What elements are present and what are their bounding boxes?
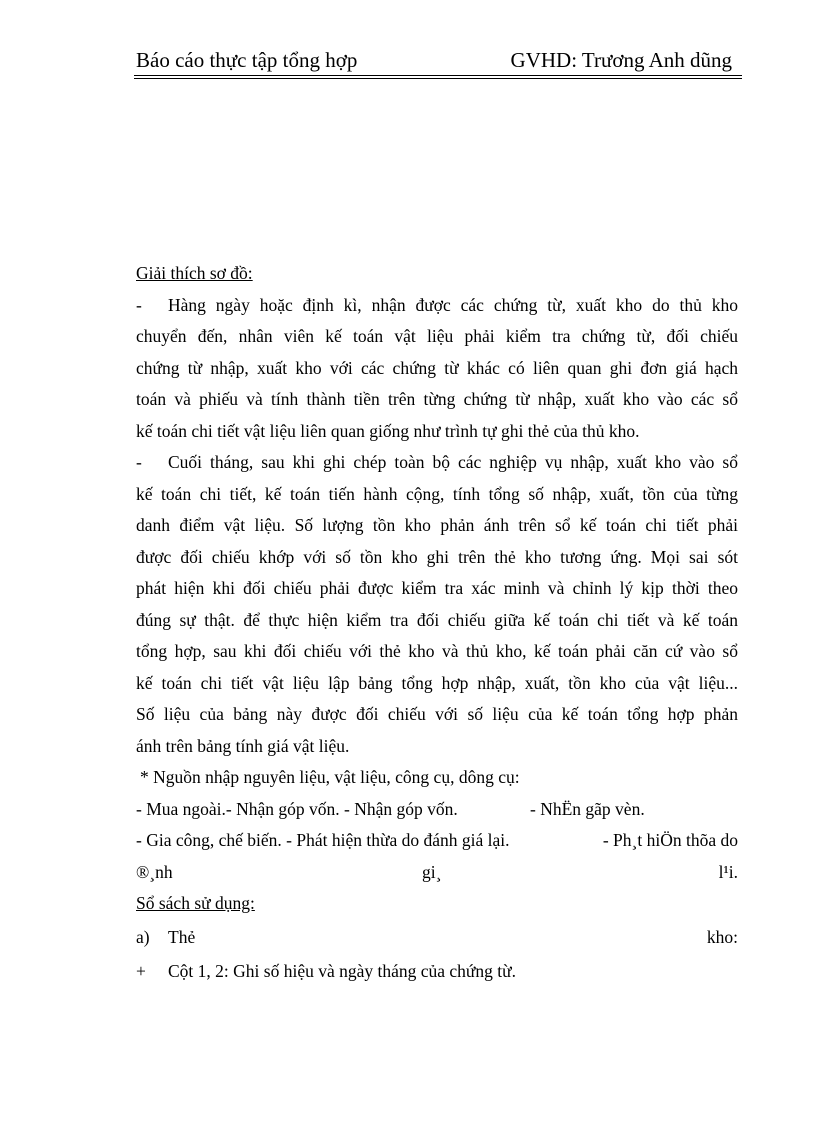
sources-row [136,825,738,857]
list-item [136,920,738,954]
sources-row2-left: - Gia công, chế biến. - Phát hiện thừa do đánh giá lại. [136,830,510,850]
sources-row3-b: gi¸ [422,861,442,882]
explanation-heading: Giải thích sơ đồ: [136,263,253,283]
paragraph-line [136,699,738,731]
paragraph-line [136,573,738,605]
header-advisor: GVHD: Trương Anh dũng [510,48,732,72]
section-heading [136,258,738,290]
paragraph-text: Cuối tháng, sau khi ghi chép toàn bộ các nghiệp vụ nhập, xuất kho vào sổ [168,452,738,472]
list-item [136,954,738,988]
paragraph-text: ánh trên bảng tính giá vật liệu. [136,735,350,756]
paragraph-text: chuyển đến, nhân viên kế toán vật liệu phải kiểm tra chứng từ, đối chiếu [136,326,738,346]
bullet-dash: - [136,452,142,472]
document-body [136,258,738,988]
paragraph-line [136,416,738,448]
paragraph-text: được đối chiếu khớp với số tồn kho ghi trên thẻ kho tương ứng. Mọi sai sót [136,546,738,567]
paragraph-text: danh điểm vật liệu. Số lượng tồn kho phản ánh trên sổ kế toán chi tiết phải [136,515,738,535]
paragraph-text: Số liệu của bảng này được đối chiếu với số liệu của kế toán tổng hợp phản [136,704,738,724]
paragraph-line [136,605,738,637]
paragraph-line [136,353,738,385]
paragraph-text: tổng hợp, sau khi đối chiếu với thẻ kho và thủ kho, kế toán phải căn cứ vào sổ [136,641,738,661]
sources-row3-a: ®¸nh [136,861,173,882]
paragraph-line [136,668,738,700]
header-rule-thin [134,75,742,76]
section-heading [136,888,738,920]
paragraph-line [136,636,738,668]
paragraph-line [136,542,738,574]
paragraph-text: kế toán chi tiết vật liệu lập bảng tổng hợp nhập, xuất, tồn kho của vật liệu... [136,672,738,693]
paragraph-line [136,731,738,763]
paragraph-line [136,479,738,511]
header-report-title: Báo cáo thực tập tổng hợp [136,48,358,72]
sources-row [136,794,738,826]
item-a-left: Thẻ [168,926,196,947]
sources-row2-right: - Ph¸t hiÖn thõa do [602,830,738,850]
sources-row1-right: - NhËn gãp vèn. [530,798,645,819]
paragraph-line [136,510,738,542]
paragraph-text: chứng từ nhập, xuất kho với các chứng từ khác có liên quan ghi đơn giá hạch [136,357,738,378]
books-used-heading: Sổ sách sử dụng: [136,893,255,913]
paragraph-text: toán và phiếu và tính thành tiền trên từng chứng từ nhập, xuất kho vào các sổ [136,389,738,409]
sources-row [136,857,738,889]
sources-title-line [136,762,738,794]
sources-row1-left: - Mua ngoài.- Nhận góp vốn. - Nhận góp vốn. [136,798,458,819]
paragraph-text: Hàng ngày hoặc định kì, nhận được các chứng từ, xuất kho do thủ kho [168,294,738,315]
sources-row3-c: l¹i. [718,861,738,882]
paragraph-line [136,290,738,322]
paragraph-text: kế toán chi tiết, kế toán tiến hành cộng, tính tổng số nhập, xuất, tồn của từng [136,483,738,504]
paragraph-text: phát hiện khi đối chiếu phải được kiểm tra xác minh và chỉnh lý kịp thời theo [136,578,738,598]
item-marker: + [136,960,146,981]
page-header [136,48,736,74]
sources-title: * Nguồn nhập nguyên liệu, vật liệu, công cụ, dông cụ: [140,767,520,787]
item-plus-text: Cột 1, 2: Ghi số hiệu và ngày tháng của chứng từ. [168,960,517,981]
paragraph-text: đúng sự thật. để thực hiện kiểm tra đối chiếu giữa kế toán chi tiết và kế toán [136,609,738,630]
header-rule-thick [134,78,742,79]
item-marker: a) [136,926,150,947]
paragraph-line [136,321,738,353]
paragraph-text: kế toán chi tiết vật liệu liên quan giống như trình tự ghi thẻ của thủ kho. [136,420,640,441]
item-a-right: kho: [706,926,738,947]
bullet-dash: - [136,294,142,315]
paragraph-line [136,384,738,416]
paragraph-line [136,447,738,479]
